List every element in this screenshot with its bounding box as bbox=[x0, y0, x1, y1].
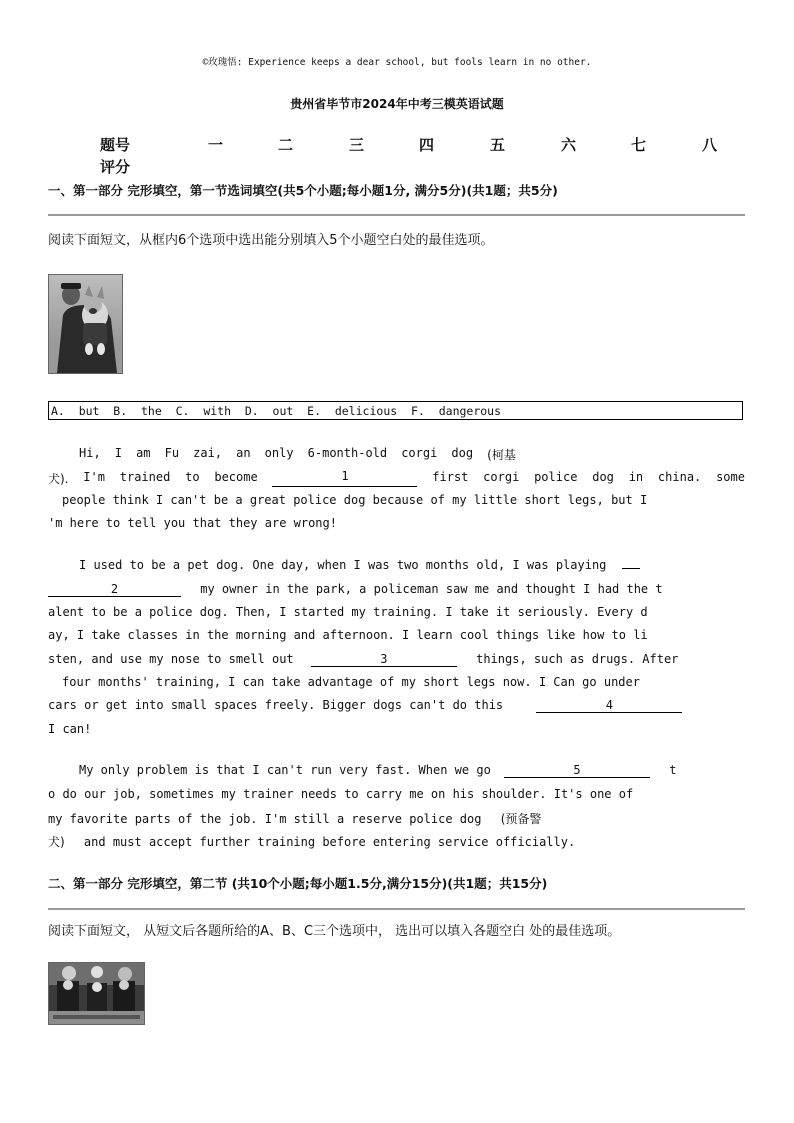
blank-4[interactable]: 4 bbox=[536, 699, 682, 713]
score-col-5: 五 bbox=[490, 136, 506, 154]
section1-instruction: 阅读下面短文，从框内6个选项中选出能分别填入5个小题空白处的最佳选项。 bbox=[48, 233, 494, 248]
blank-1[interactable]: 1 bbox=[272, 470, 417, 487]
section2-instruction: 阅读下面短文， 从短文后各题所给的A、B、C三个选项中， 选出可以填入各题空白 处的最佳选项。 bbox=[48, 924, 621, 939]
section1-divider bbox=[48, 214, 745, 216]
score-table-header bbox=[0, 134, 794, 154]
exam-page: ©玫瑰悟: Experience keeps a dear school, but fools learn in no other. 贵州省毕节市2024年中考三模英语试题 题号 一 二 三 四 五 六 七 八 评分 一、第一部分 完形填空，第一节选词填空(共5个小题;每小题1分, 满分5分)(共1题；共5分) 阅读下面短文，从框内6个选项中选出能分别填入5个小题空白处的最佳选项。 A. but B. the C. with D. out E. delicious F. dangerous Hi, I am Fu zai, an only 6-month-old corgi dog (柯基 犬). I'm trained to become 1 first corgi police dog in china. some people think I can't be a great police dog because of my little short legs, but I 'm here to tell you that they are wrong! I used to be a pet dog. One day, when I was two months old, I was playing 2 my owner in the park, a policeman saw me and thought I had the t alent to be a police dog. Then, I started my training. I take it seriously. Every d ay, I take classes in the morning and afternoon. I learn cool things like how to li sten, and use my nose to smell out 3 things, such as drugs. After four months' training, I can take advantage of my short legs now. I Can go under cars or get into small spaces freely. Bigger dogs can't do this 4 I can! My only problem is that I can't run very fast. When we go 5 t o do our job, sometimes my trainer needs to carry me on his shoulder. It's one of my favorite parts of the job. I'm still a reserve police dog (预备警 犬) and must accept further training before entering service officially. 二、第一部分 完形填空，第二节 (共10个小题;每小题1.5分,满分15分)(共1题；共15分) 阅读下面短文， 从短文后各题所给的A、B、C三个选项中， 选出可以填入各题空白 处的最佳选项。 bbox=[0, 0, 794, 1123]
score-col-8: 八 bbox=[702, 136, 718, 154]
section2-heading: 二、第一部分 完形填空，第二节 (共10个小题;每小题1.5分,满分15分)(共1题；共15分) bbox=[48, 876, 548, 891]
header-motto: ©玫瑰悟: Experience keeps a dear school, but fools learn in no other. bbox=[202, 57, 592, 68]
score-col-2: 二 bbox=[278, 136, 294, 154]
score-col-1: 一 bbox=[208, 136, 224, 154]
score-col-7: 七 bbox=[631, 136, 647, 154]
score-col-6: 六 bbox=[561, 136, 577, 154]
score-col-3: 三 bbox=[349, 136, 365, 154]
score-header-label: 题号 bbox=[100, 136, 131, 154]
score-row-label: 评分 bbox=[100, 158, 131, 176]
section1-heading: 一、第一部分 完形填空，第一节选词填空(共5个小题;每小题1分, 满分5分)(共1题；共5分) bbox=[48, 183, 558, 198]
blank-2[interactable]: 2 bbox=[48, 583, 181, 597]
section2-divider bbox=[48, 908, 745, 910]
blank-3[interactable]: 3 bbox=[311, 653, 457, 667]
section2-photo bbox=[48, 962, 145, 1025]
blank-5[interactable]: 5 bbox=[504, 764, 650, 778]
exam-title: 贵州省毕节市2024年中考三模英语试题 bbox=[290, 97, 504, 111]
options-box: A. but B. the C. with D. out E. delicious F. dangerous bbox=[48, 401, 743, 420]
corgi-police-photo bbox=[48, 274, 123, 374]
score-col-4: 四 bbox=[419, 136, 435, 154]
